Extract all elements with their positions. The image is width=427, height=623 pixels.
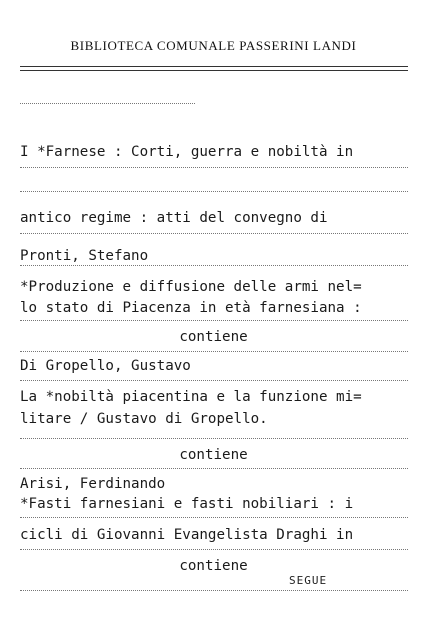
ruled-line (20, 438, 408, 439)
contiene-label-2: contiene (179, 447, 248, 463)
ruled-line (20, 468, 408, 469)
work-2-line-1: La *nobiltà piacentina e la funzione mi= (20, 389, 362, 405)
ruled-line (20, 167, 408, 168)
work-1-line-1: *Produzione e diffusione delle armi nel= (20, 279, 362, 295)
work-1-line-2: lo stato di Piacenza in età farnesiana : (20, 300, 362, 316)
ruled-line (20, 549, 408, 550)
segue-stamp: SEGUE (289, 574, 328, 587)
title-line-2: antico regime : atti del convegno di (20, 210, 328, 226)
author-1: Pronti, Stefano (20, 248, 149, 264)
header-rule-bottom (20, 70, 408, 71)
ruled-line (20, 590, 408, 591)
work-3-line-2: cicli di Giovanni Evangelista Draghi in (20, 527, 354, 543)
ruled-line (20, 380, 408, 381)
author-3: Arisi, Ferdinando (20, 476, 166, 492)
ruled-line (20, 233, 408, 234)
ruled-line (20, 320, 408, 321)
ruled-line (20, 351, 408, 352)
ruled-line (20, 265, 408, 266)
library-header: BIBLIOTECA COMUNALE PASSERINI LANDI (70, 38, 357, 53)
ruled-line (20, 517, 408, 518)
contiene-label-3: contiene (179, 558, 248, 574)
title-line-1: I *Farnese : Corti, guerra e nobiltà in (20, 144, 354, 160)
work-2-line-2: litare / Gustavo di Gropello. (20, 411, 268, 427)
author-2: Di Gropello, Gustavo (20, 358, 191, 374)
contiene-label-1: contiene (179, 329, 248, 345)
header-rule-top (20, 66, 408, 67)
ruled-line (20, 191, 408, 192)
blank-line (20, 103, 195, 104)
work-3-line-1: *Fasti farnesiani e fasti nobiliari : i (20, 496, 354, 512)
